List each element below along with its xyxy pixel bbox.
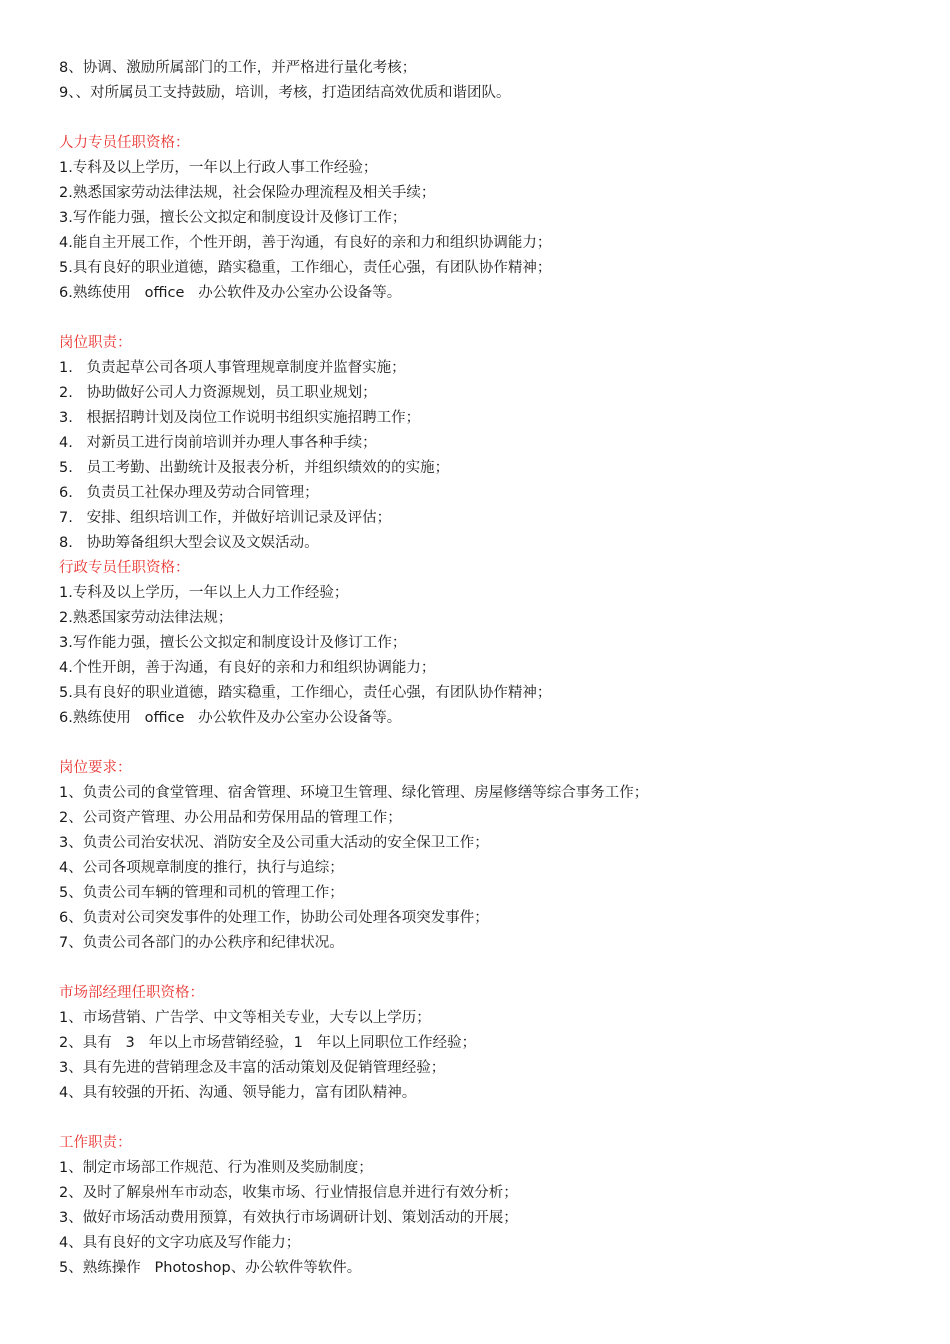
list-item: 1. 负责起草公司各项人事管理规章制度并监督实施； (59, 360, 406, 376)
list-item: 3、负责公司治安状况、消防安全及公司重大活动的安全保卫工作； (59, 835, 489, 851)
list-item: 1、负责公司的食堂管理、宿舍管理、环境卫生管理、绿化管理、房屋修缮等综合事务工作； (59, 785, 649, 801)
list-item: 2、及时了解泉州车市动态，收集市场、行业情报信息并进行有效分析； (59, 1185, 518, 1201)
list-item: 4、具有较强的开拓、沟通、领导能力，富有团队精神。 (59, 1085, 417, 1101)
list-item: 5.具有良好的职业道德，踏实稳重，工作细心，责任心强，有团队协作精神； (59, 260, 552, 276)
document-page (59, 56, 919, 1281)
list-item: 6、负责对公司突发事件的处理工作，协助公司处理各项突发事件； (59, 910, 489, 926)
list-item: 4、公司各项规章制度的推行，执行与追综； (59, 860, 344, 876)
list-item: 3、做好市场活动费用预算，有效执行市场调研计划、策划活动的开展； (59, 1210, 518, 1226)
list-item: 2.熟悉国家劳动法律法规； (59, 610, 233, 626)
list-item: 5.具有良好的职业道德，踏实稳重，工作细心，责任心强，有团队协作精神； (59, 685, 552, 701)
section-heading-marketing-duties: 工作职责： (59, 1135, 132, 1151)
list-item: 4、具有良好的文字功底及写作能力； (59, 1235, 301, 1251)
list-item: 5、负责公司车辆的管理和司机的管理工作； (59, 885, 344, 901)
list-item: 3、具有先进的营销理念及丰富的活动策划及促销管理经验； (59, 1060, 446, 1076)
spacer (59, 306, 919, 331)
list-item: 6.熟练使用 office 办公软件及办公室办公设备等。 (59, 285, 402, 301)
section-heading-admin-requirements: 岗位要求： (59, 760, 132, 776)
list-item: 7. 安排、组织培训工作，并做好培训记录及评估； (59, 510, 392, 526)
list-item: 1、市场营销、广告学、中文等相关专业，大专以上学历； (59, 1010, 431, 1026)
list-item: 6.熟练使用 office 办公软件及办公室办公设备等。 (59, 710, 402, 726)
section-heading-hr-duties: 岗位职责： (59, 335, 132, 351)
list-item: 2.熟悉国家劳动法律法规，社会保险办理流程及相关手续； (59, 185, 436, 201)
section-heading-admin-quals: 行政专员任职资格： (59, 560, 190, 576)
spacer (59, 1106, 919, 1131)
list-item: 2、具有 3 年以上市场营销经验，1 年以上同职位工作经验； (59, 1035, 477, 1051)
list-item: 1、制定市场部工作规范、行为准则及奖励制度； (59, 1160, 373, 1176)
list-item: 4.能自主开展工作，个性开朗，善于沟通，有良好的亲和力和组织协调能力； (59, 235, 552, 251)
list-item: 4.个性开朗，善于沟通，有良好的亲和力和组织协调能力； (59, 660, 436, 676)
spacer (59, 731, 919, 756)
list-item: 9、、对所属员工支持鼓励，培训，考核，打造团结高效优质和谐团队。 (59, 85, 511, 101)
list-item: 1.专科及以上学历，一年以上人力工作经验； (59, 585, 349, 601)
section-heading-marketing-quals: 市场部经理任职资格： (59, 985, 204, 1001)
list-item: 4. 对新员工进行岗前培训并办理人事各种手续； (59, 435, 377, 451)
list-item: 5、熟练操作 Photoshop、办公软件等软件。 (59, 1260, 362, 1276)
list-item: 3. 根据招聘计划及岗位工作说明书组织实施招聘工作； (59, 410, 421, 426)
list-item: 3.写作能力强，擅长公文拟定和制度设计及修订工作； (59, 210, 407, 226)
section-heading-hr-quals: 人力专员任职资格： (59, 135, 190, 151)
list-item: 3.写作能力强，擅长公文拟定和制度设计及修订工作； (59, 635, 407, 651)
list-item: 8. 协助筹备组织大型会议及文娱活动。 (59, 535, 319, 551)
list-item: 2、公司资产管理、办公用品和劳保用品的管理工作； (59, 810, 402, 826)
list-item: 1.专科及以上学历，一年以上行政人事工作经验； (59, 160, 378, 176)
list-item: 2. 协助做好公司人力资源规划，员工职业规划； (59, 385, 377, 401)
list-item: 6. 负责员工社保办理及劳动合同管理； (59, 485, 319, 501)
list-item: 7、负责公司各部门的办公秩序和纪律状况。 (59, 935, 344, 951)
spacer (59, 956, 919, 981)
spacer (59, 106, 919, 131)
list-item: 5. 员工考勤、出勤统计及报表分析，并组织绩效的的实施； (59, 460, 450, 476)
list-item: 8、协调、激励所属部门的工作，并严格进行量化考核； (59, 60, 417, 76)
